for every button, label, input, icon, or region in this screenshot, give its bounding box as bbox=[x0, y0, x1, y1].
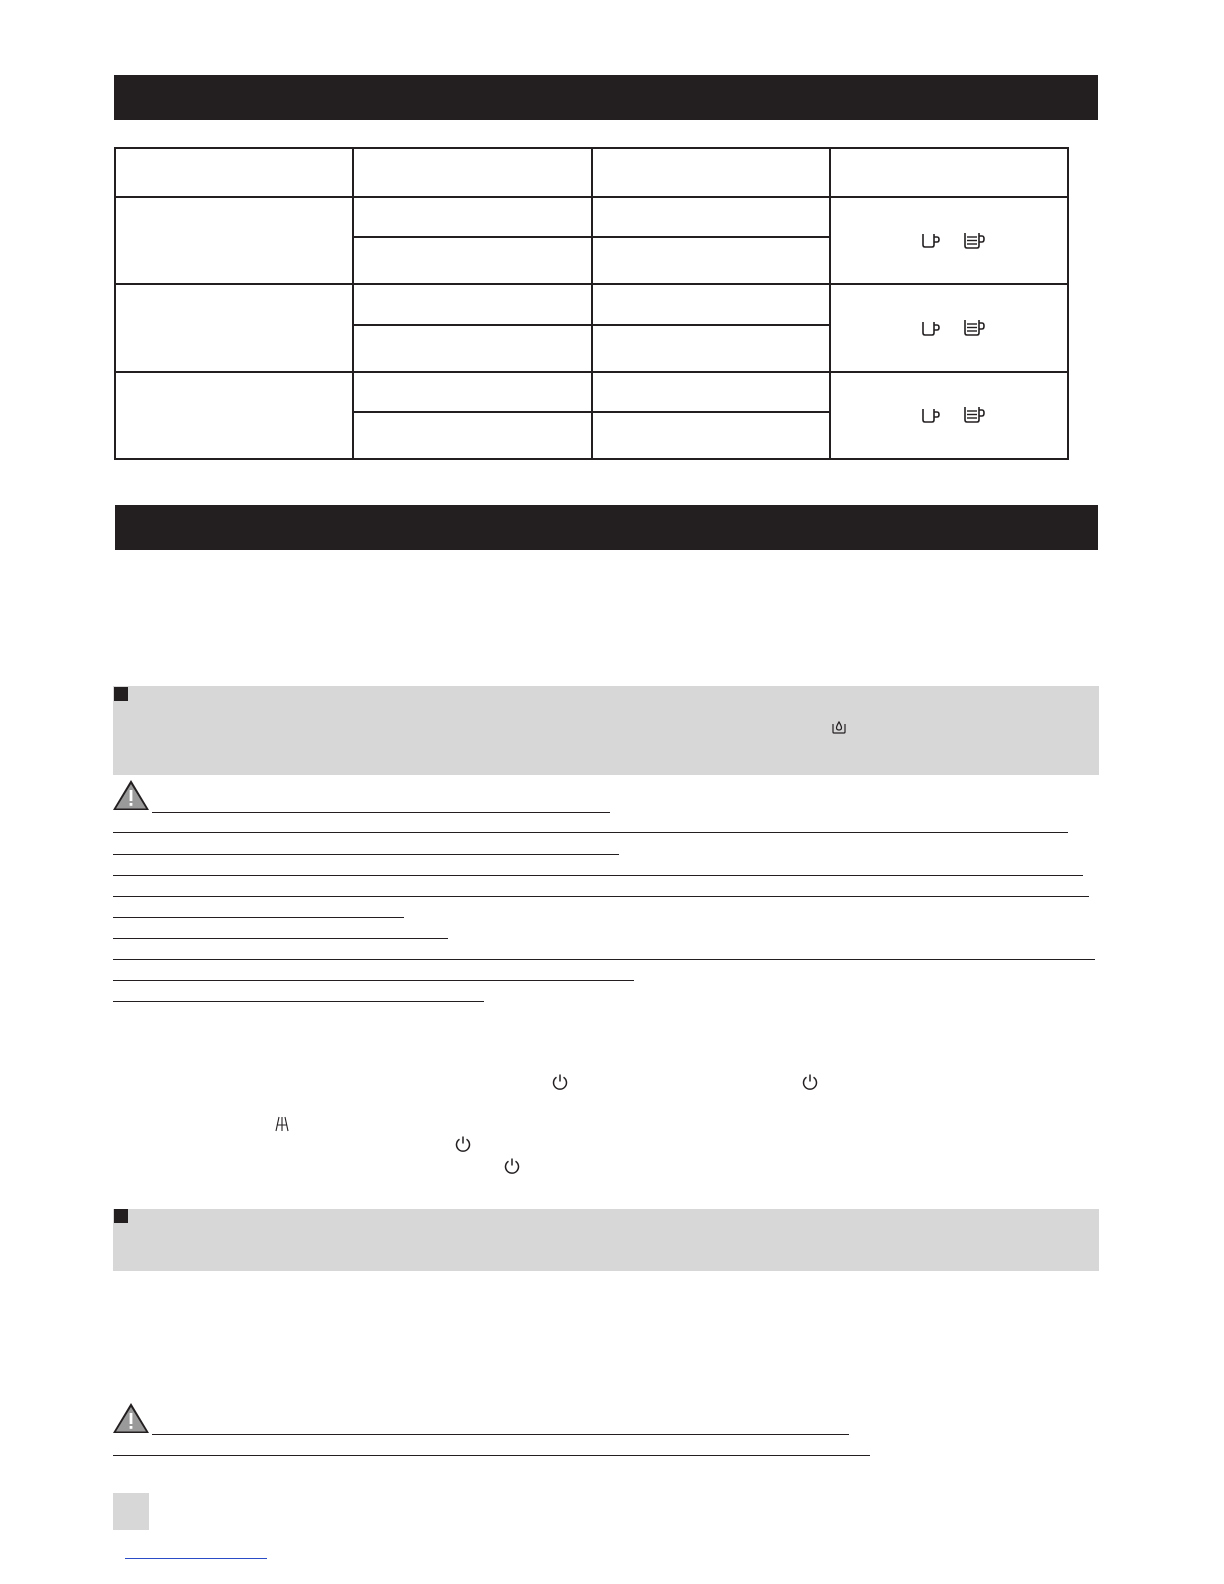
note-panel bbox=[113, 686, 1099, 775]
underline-rule bbox=[113, 1001, 484, 1002]
power-icon bbox=[454, 1135, 472, 1153]
underline-rule bbox=[113, 980, 634, 981]
cup-cell bbox=[830, 372, 1068, 459]
underline-rule bbox=[113, 917, 404, 918]
section-header-bar bbox=[114, 75, 1098, 120]
single-cup-icon bbox=[921, 232, 941, 249]
power-icon bbox=[503, 1157, 521, 1175]
single-cup-icon bbox=[921, 320, 941, 337]
page-number-box bbox=[113, 1493, 149, 1530]
cup-cell bbox=[830, 197, 1068, 284]
underline-rule bbox=[113, 854, 619, 855]
double-cup-icon bbox=[963, 232, 987, 250]
note-square-marker bbox=[114, 1209, 128, 1223]
cup-cell bbox=[830, 284, 1068, 371]
single-cup-icon bbox=[921, 407, 941, 424]
table-cell bbox=[592, 412, 830, 459]
steam-icon bbox=[275, 1116, 289, 1132]
table-cell bbox=[353, 412, 591, 459]
table-header-cell bbox=[115, 148, 353, 197]
table-cell bbox=[353, 325, 591, 372]
underline-rule bbox=[152, 1434, 849, 1435]
section-header-bar bbox=[115, 505, 1098, 550]
table-header-row bbox=[115, 148, 1068, 197]
table-cell bbox=[592, 325, 830, 372]
table-cell bbox=[115, 372, 353, 459]
table-cell bbox=[353, 284, 591, 324]
table-header-cell bbox=[353, 148, 591, 197]
water-drop-icon bbox=[831, 719, 847, 735]
double-cup-icon bbox=[963, 406, 987, 424]
underline-rule bbox=[113, 959, 1095, 960]
underline-rule bbox=[152, 812, 610, 813]
link-underline[interactable] bbox=[125, 1558, 267, 1559]
table-cell bbox=[353, 372, 591, 412]
table-cell bbox=[353, 197, 591, 237]
underline-rule bbox=[113, 938, 448, 939]
power-icon bbox=[801, 1073, 819, 1091]
note-panel bbox=[113, 1209, 1099, 1271]
table-cell bbox=[115, 284, 353, 371]
table-cell bbox=[115, 197, 353, 284]
warning-triangle-icon bbox=[111, 1401, 151, 1435]
underline-rule bbox=[113, 896, 1089, 897]
underline-rule bbox=[113, 832, 1068, 833]
table-cell bbox=[592, 237, 830, 284]
table-header-cell bbox=[830, 148, 1068, 197]
table-cell bbox=[592, 372, 830, 412]
table-row bbox=[115, 372, 1068, 412]
power-icon bbox=[551, 1073, 569, 1091]
settings-table bbox=[114, 147, 1069, 460]
table-row bbox=[115, 197, 1068, 237]
table-header-cell bbox=[592, 148, 830, 197]
underline-rule bbox=[113, 875, 1083, 876]
table-cell bbox=[592, 197, 830, 237]
warning-triangle-icon bbox=[111, 778, 151, 812]
double-cup-icon bbox=[963, 319, 987, 337]
underline-rule bbox=[113, 1455, 870, 1456]
table-row bbox=[115, 284, 1068, 324]
note-square-marker bbox=[114, 687, 128, 701]
table-cell bbox=[353, 237, 591, 284]
table-cell bbox=[592, 284, 830, 324]
